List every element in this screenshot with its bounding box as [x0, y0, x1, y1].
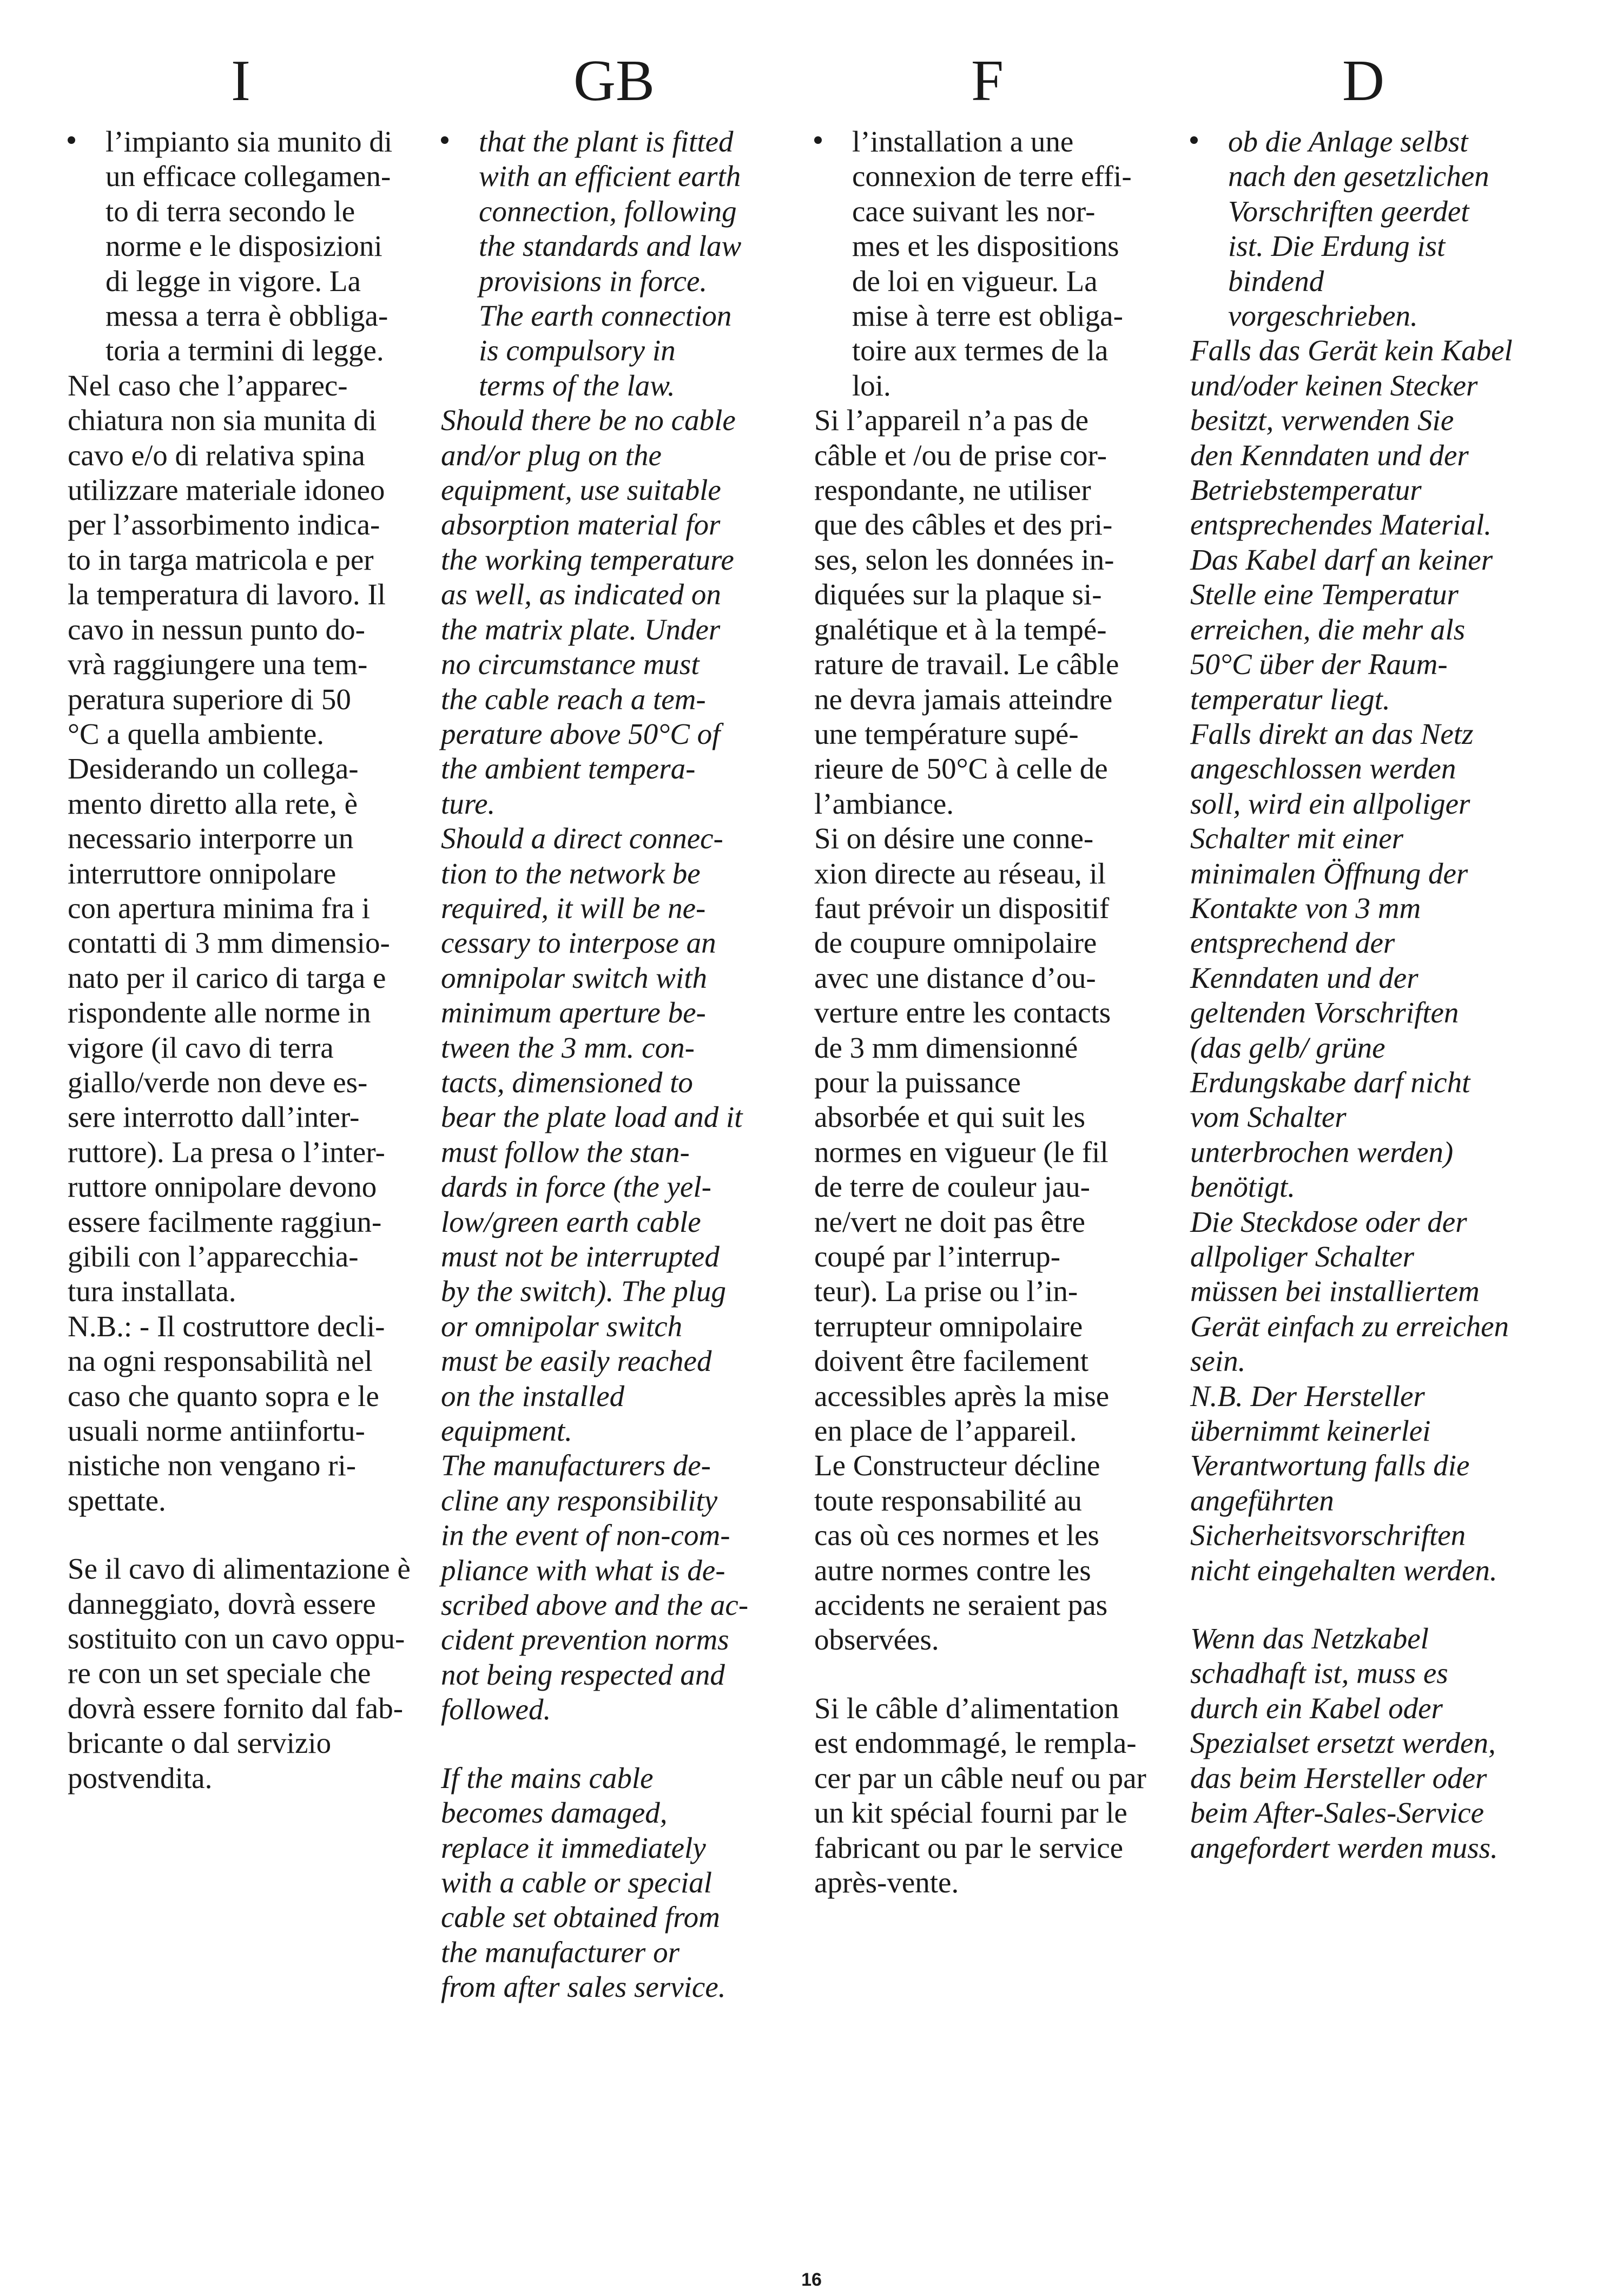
language-heading-german: D — [1342, 49, 1384, 113]
page-number: 16 — [801, 2269, 822, 2290]
cable-installation-paragraph: Should there be no cable and/or plug on the equipment, use suitable absorption material for the working temperature as well, as indicated on the matrix plate. Under no circumstance must the cable reach a tem- perature above 50°C of the ambient tempera- ture. Should a direct connec- tion to the network be required, it will be ne- cessary to interpose an omnipolar switch with minimum aperture be- tween the 3 mm. con- tacts, dimensioned to bear the plate load and it must follow the stan- dards in force (the yel- low/green earth cable must not be interrupted by the switch). The plug or omnipolar switch must be easily reached on the installed equipment. The manufacturers de- cline any responsibility in the event of non-com- pliance with what is de- scribed above and the ac- cident prevention norms not being respected and followed. — [441, 404, 749, 1726]
cable-installation-paragraph: Si l’appareil n’a pas de câble et /ou de prise cor- respondante, ne utiliser que des câbles et des pri- ses, selon les données in- diquées sur la plaque si- gnalétique et à la tempé- rature de travail. Le câble ne devra jamais atteindre une température supé- rieure de 50°C à celle de l’ambiance. Si on désire une conne- xion directe au réseau, il faut prévoir un dispositif de coupure omnipolaire avec une distance d’ou- verture entre les contacts de 3 mm dimensionné pour la puissance absorbée et qui suit les normes en vigueur (le fil de terre de couleur jau- ne/vert ne doit pas être coupé par l’interrup- teur). La prise ou l’in- terrupteur omnipolaire doivent être facilement accessibles après la mise en place de l’appareil. Le Constructeur décline toute responsabilité au cas où ces normes et les autre normes contre les accidents ne seraient pas observées. — [814, 404, 1119, 1657]
earth-connection-paragraph: l’impianto sia munito di un efficace collegamen- to di terra secondo le norme e le disposizioni di legge in vigore. La messa a terra è obbliga- toria a termini di legge. — [68, 124, 414, 368]
language-heading-english: GB — [573, 49, 655, 113]
column-english — [441, 49, 787, 2005]
earth-connection-paragraph: ob die Anlage selbst nach den gesetzlichen Vorschriften geerdet ist. Die Erdung ist bindend vorgeschrieben. — [1190, 124, 1536, 333]
column-german — [1190, 49, 1536, 1865]
cable-replacement-paragraph: Se il cavo di alimentazione è danneggiato, dovrà essere sostituito con un cavo oppu- re con un set speciale che dovrà essere fornito dal fab- bricante o dal servizio postvendita. — [68, 1552, 411, 1794]
cable-replacement-paragraph: Wenn das Netzkabel schadhaft ist, muss es durch ein Kabel oder Spezialset ersetzt werden, das beim Hersteller oder beim After-Sales-Service angefordert werden muss. — [1190, 1622, 1498, 1864]
cable-installation-paragraph: Nel caso che l’apparec- chiatura non sia munita di cavo e/o di relativa spina utilizzare materiale idoneo per l’assorbimento indica- to in targa matricola e per la temperatura di lavoro. Il cavo in nessun punto do- vrà raggiungere una tem- peratura superiore di 50 °C a quella ambiente. Desiderando un collega- mento diretto alla rete, è necessario interporre un interruttore onnipolare con apertura minima fra i contatti di 3 mm dimensio- nato per il carico di targa e rispondente alle norme in vigore (il cavo di terra giallo/verde non deve es- sere interrotto dall’inter- ruttore). La presa o l’inter- ruttore onnipolare devono essere facilmente raggiun- gibili con l’apparecchia- tura installata. N.B.: - Il costruttore decli- na ogni responsabilità nel caso che quanto sopra e le usuali norme antiinfortu- nistiche non vengano ri- spettate. — [68, 368, 390, 1517]
column-french — [814, 49, 1160, 1900]
cable-replacement-paragraph: If the mains cable becomes damaged, replace it immediately with a cable or special cable set obtained from the manufacturer or from after sales service. — [441, 1761, 726, 2004]
earth-connection-paragraph: that the plant is fitted with an efficient earth connection, following the standards and law provisions in force. The earth connection is compulsory in terms of the law. — [441, 124, 787, 403]
column-italian — [68, 49, 414, 1796]
cable-installation-paragraph: Falls das Gerät kein Kabel und/oder keinen Stecker besitzt, verwenden Sie den Kenndaten und der Betriebstemperatur entsprechendes Material. Das Kabel darf an keiner Stelle eine Temperatur erreichen, die mehr als 50°C über der Raum- temperatur liegt. Falls direkt an das Netz angeschlossen werden soll, wird ein allpoliger Schalter mit einer minimalen Öffnung der Kontakte von 3 mm entsprechend der Kenndaten und der geltenden Vorschriften (das gelb/ grüne Erdungskabe darf nicht vom Schalter unterbrochen werden) benötigt. Die Steckdose oder der allpoliger Schalter müssen bei installiertem Gerät einfach zu erreichen sein. N.B. Der Hersteller übernimmt keinerlei Verantwortung falls die angeführten Sicherheitsvorschriften nicht eingehalten werden. — [1190, 334, 1513, 1587]
earth-connection-paragraph: l’installation a une connexion de terre effi- cace suivant les nor- mes et les dispositions de loi en vigueur. La mise à terre est obliga- toire aux termes de la loi. — [814, 124, 1160, 403]
language-heading-italian: I — [231, 49, 250, 113]
cable-replacement-paragraph: Si le câble d’alimentation est endommagé, le rempla- cer par un câble neuf ou par un kit spécial fourni par le fabricant ou par le service après-vente. — [814, 1691, 1146, 1899]
language-heading-french: F — [971, 49, 1004, 113]
